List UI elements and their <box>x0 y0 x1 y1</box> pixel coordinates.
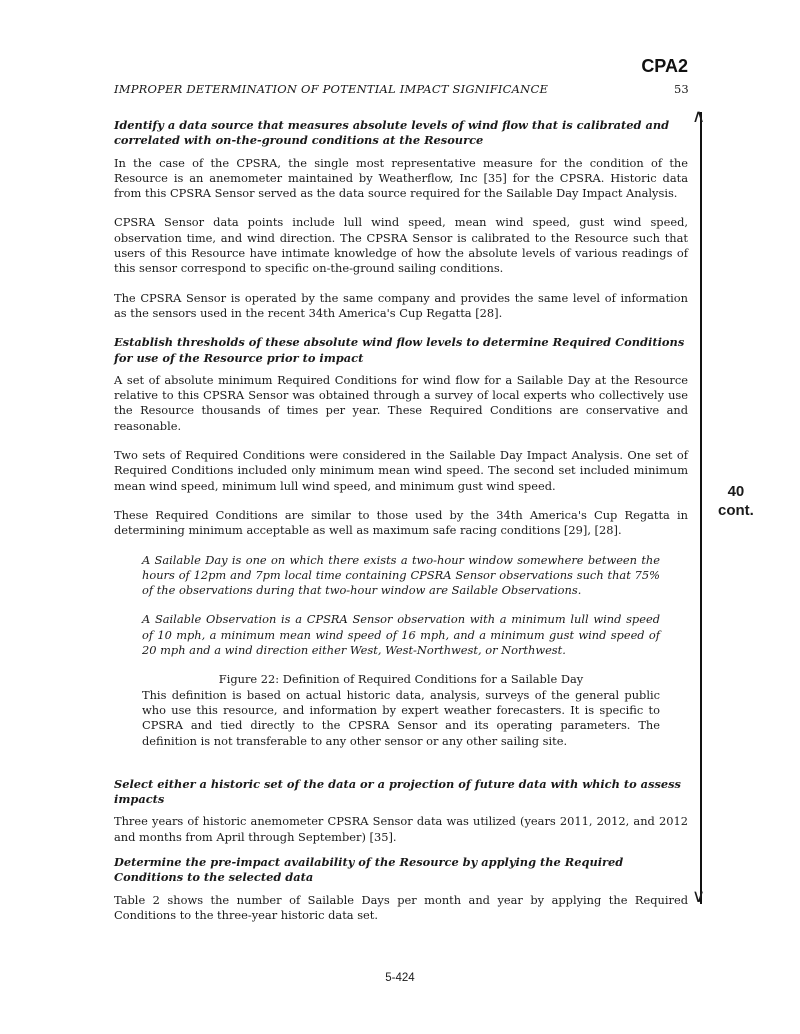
paragraph: These Required Conditions are similar to those used by the 34th America's Cup Regatta in determining minimum acceptable as well as maximum safe racing conditions [29], [28]. <box>114 507 688 538</box>
comment-number: 40 <box>727 483 745 500</box>
cont-text: cont. <box>718 502 754 519</box>
figure-note: This definition is based on actual historic data, analysis, surveys of the general public who use this resource, and information by expert weather forecasters. It is specific to CPSRA and tied directly to the CPSRA Sensor and its operating parameters. The definition is not transferable to any other sensor or any other sailing site. <box>142 687 660 748</box>
paragraph: CPSRA Sensor data points include lull wind speed, mean wind speed, gust wind speed, observation time, and wind direction. The CPSRA Sensor is calibrated to the Resource such that users of this Resource have intimate knowledge of how the absolute levels of various readings of this sensor correspond to specific on-the-ground sailing conditions. <box>114 215 688 276</box>
section-heading: Determine the pre-impact availability of the Resource by applying the Required Conditions to the selected data <box>114 854 624 885</box>
paragraph: The CPSRA Sensor is operated by the same company and provides the same level of information as the sensors used in the recent 34th America's Cup Regatta [28]. <box>114 290 688 320</box>
paragraph: Three years of historic anemometer CPSRA Sensor data was utilized (years 2011, 2012, and 2012 and months from April through September) [35]. <box>114 814 688 844</box>
paragraph: A set of absolute minimum Required Conditions for wind flow for a Sailable Day at the Resource relative to this CPSRA Sensor was obtained through a survey of local experts who collectively use the Resource thousands of times per year. These Required Conditions are conservative and reasonable. <box>114 372 688 433</box>
footer-page-id: 5-424 <box>385 972 415 984</box>
section-heading: Establish thresholds of these absolute wind flow levels to determine Required Conditions for use of the Resource prior to impact <box>114 335 685 365</box>
figure-quote: A Sailable Day is one on which there exists a two-hour window somewhere between the hours of 12pm and 7pm local time containing CPSRA Sensor observations such that 75% of the observations during that two-hour window are Sailable Observations. <box>142 552 660 598</box>
page-number: 53 <box>674 82 689 96</box>
paragraph: Table 2 shows the number of Sailable Days per month and year by applying the Required Conditions to the three-year historic data set. <box>114 892 688 922</box>
comment-code-label: CPA2 <box>641 56 688 76</box>
section-heading: Identify a data source that measures absolute levels of wind flow that is calibrated and correlated with on-the-ground conditions at the Resource <box>114 118 670 148</box>
running-title: IMPROPER DETERMINATION OF POTENTIAL IMPACT SIGNIFICANCE <box>114 82 549 96</box>
comment-continued-label <box>718 482 754 520</box>
figure-caption: Figure 22: Definition of Required Conditions for a Sailable Day <box>218 672 584 687</box>
figure-quote: A Sailable Observation is a CPSRA Sensor observation with a minimum lull wind speed of 10 mph, a minimum mean wind speed of 16 mph, and a minimum gust wind speed of 20 mph and a wind direction either West, West-Northwest, or Northwest. <box>142 612 660 658</box>
paragraph: Two sets of Required Conditions were considered in the Sailable Day Impact Analysis. One set of Required Conditions included only minimum mean wind speed. The second set included minimum mean wind speed, minimum lull wind speed, and minimum gust wind speed. <box>114 448 688 493</box>
document-body <box>114 118 688 937</box>
comment-bracket-line <box>700 112 702 904</box>
paragraph: In the case of the CPSRA, the single most representative measure for the condition of the Resource is an anemometer maintained by Weatherflow, Inc [35] for the CPSRA. Historic data from this CPSRA Sensor served as the data source required for the Sailable Day Impact Analysis. <box>114 155 688 201</box>
section-heading: Select either a historic set of the data or a projection of future data with which to assess impacts <box>114 776 681 807</box>
arrow-up-icon: ∧ <box>692 106 706 127</box>
arrow-down-icon: ∨ <box>692 886 706 907</box>
